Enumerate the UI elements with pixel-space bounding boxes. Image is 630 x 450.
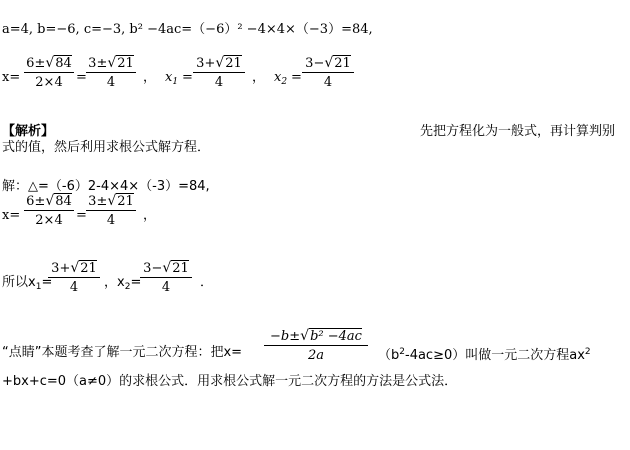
x1-equals: = (182, 70, 193, 85)
so-end: ． (200, 275, 214, 290)
analysis-text-cont: 式的值，然后利用求根公式解方程． (2, 140, 211, 155)
so-fraction-x1: 3+√21 4 (48, 261, 100, 295)
x2-label: $x_2$ (274, 70, 288, 87)
comma: ， (143, 208, 157, 223)
solution-fraction-6-pm-sqrt84: 6±√84 2×4 (24, 194, 74, 228)
comma: ， (143, 70, 157, 85)
x1-label: $x_1$ (165, 70, 179, 87)
so-fraction-x2: 3−√21 4 (140, 261, 192, 295)
fraction-x1: 3+√21 4 (193, 56, 245, 90)
fraction-3-pm-sqrt21: 3±√21 4 (86, 56, 136, 90)
so-mid: ，$x_2=$ (104, 275, 142, 292)
discriminant-line: a=4, b=−6, c=−3, b² −4ac=（−6）² −4×4×（−3）=84, (2, 22, 373, 37)
quadratic-formula-fraction: −b±√b² −4ac 2a (264, 329, 368, 363)
analysis-text-right: 先把方程化为一般式，再计算判别 (420, 124, 616, 139)
solution-line: 解：△=（-6）2-4×4×（-3）=84, (2, 179, 210, 194)
comment-line2: +bx+c=0（a≠0）的求根公式．用求根公式解一元二次方程的方法是公式法． (2, 374, 458, 389)
equals-sign: = (76, 70, 87, 85)
fraction-6-pm-sqrt84: 6±√84 2×4 (24, 56, 74, 90)
analysis-label: 【解析】 (2, 124, 55, 139)
equals-sign: = (76, 208, 87, 223)
x2-equals: = (291, 70, 302, 85)
solution-fraction-3-pm-sqrt21: 3±√21 4 (86, 194, 136, 228)
comment-post: $(b^2-4ac\ge 0)$叫做一元二次方程$ax^2$ (378, 347, 591, 363)
comma: ， (252, 70, 266, 85)
so-prefix: 所以$x_1=$ (2, 275, 53, 292)
comment-pre: “点睛”本题考查了解一元二次方程：把x= (2, 345, 243, 360)
x-prefix: x= (2, 70, 21, 85)
solution-x-prefix: x= (2, 208, 21, 223)
fraction-x2: 3−√21 4 (302, 56, 354, 90)
